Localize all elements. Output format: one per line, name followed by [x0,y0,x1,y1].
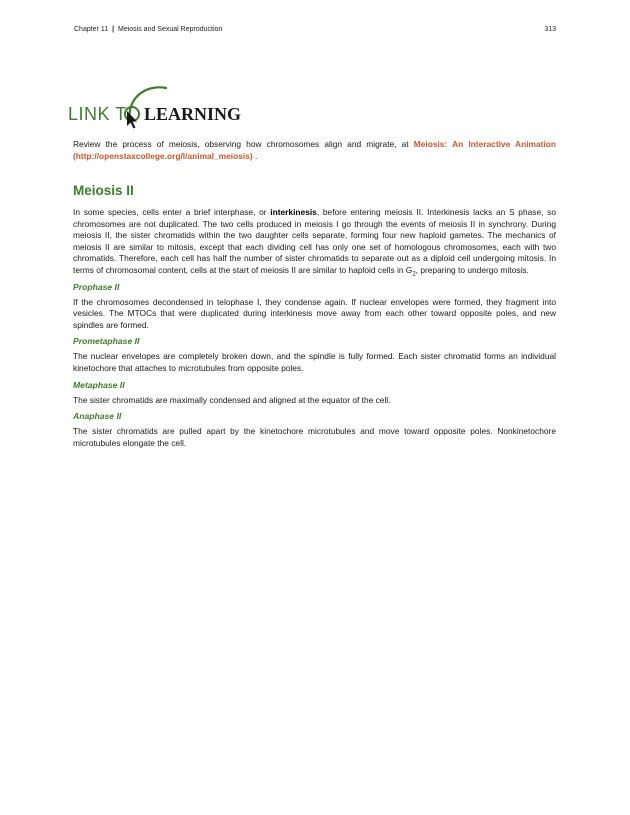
subheading-anaphase-ii: Anaphase II [73,411,122,422]
paragraph-text: , preparing to undergo mitosis. [415,264,529,275]
key-term-interkinesis: interkinesis [270,207,317,217]
logo-learning-text: LEARNING [144,104,242,124]
chapter-label: Chapter 11 [74,26,109,33]
prophase-ii-text: If the chromosomes decondensed in telophase I, they condense again. If nuclear envelopes were formed, they fragment into vesicles. The MTOCs that were duplicated during interkinesis move away from each other toward opposite poles, and new spindles are formed. [73,296,556,330]
logo-graphic [66,78,242,130]
section-title: Meiosis II [73,183,134,198]
section-paragraph [73,207,556,277]
running-head [74,26,222,33]
chapter-title: Meiosis and Sexual Reproduction [118,26,223,33]
prometaphase-ii-text: The nuclear envelopes are completely broken down, and the spindle is fully formed. Each sister chromatid forms an individual kinetochore that attaches to microtubules from opposite poles. [73,351,556,373]
page-number: 313 [544,26,556,33]
paragraph-text: In some species, cells enter a brief interphase, or [73,207,271,217]
subheading-prophase-ii: Prophase II [73,281,120,292]
meiosis-ii-section [73,183,556,454]
link-to-learning-logo [66,78,242,130]
intro-paragraph [73,139,556,162]
subheading-metaphase-ii: Metaphase II [73,379,125,390]
intro-text-end: . [252,150,258,161]
metaphase-ii-text: The sister chromatids are maximally condensed and aligned at the equator of the cell. [73,394,391,405]
page-header [74,26,556,33]
header-separator: | [112,26,115,33]
paragraph-text: , before entering meiosis II. Interkinesis lacks an S phase, so chromosomes are not duplicated. The two cells produced in meiosis I go through the events of meiosis II in synchrony. During meiosis II, the sister chromatids within the two daughter cells separate, forming four new haploid gametes. The mechanics of meiosis II are similar to mitosis, except that each dividing cell has only one set of homologous chromosomes, each with two chromatids. Therefore, each cell has half the number of sister chromatids to separate out as a diploid cell undergoing mitosis. In terms of chromosomal content, cells at the start of meiosis II are similar to haploid cells in G [73,207,556,275]
intro-block [73,139,556,162]
anaphase-ii-text: The sister chromatids are pulled apart by the kinetochore microtubules and move toward opposite poles. Nonkinetochore microtubules elongate the cell. [73,426,556,448]
subscript-2: 2 [412,271,416,278]
logo-link-text: LINK T [68,104,127,124]
subheading-prometaphase-ii: Prometaphase II [73,336,140,347]
intro-text: Review the process of meiosis, observing how chromosomes align and migrate, at [73,139,414,149]
meiosis-animation-link[interactable]: Meiosis: An Interactive Animation (http://openstaxcollege.org/l/animal_meiosis) [73,139,556,161]
